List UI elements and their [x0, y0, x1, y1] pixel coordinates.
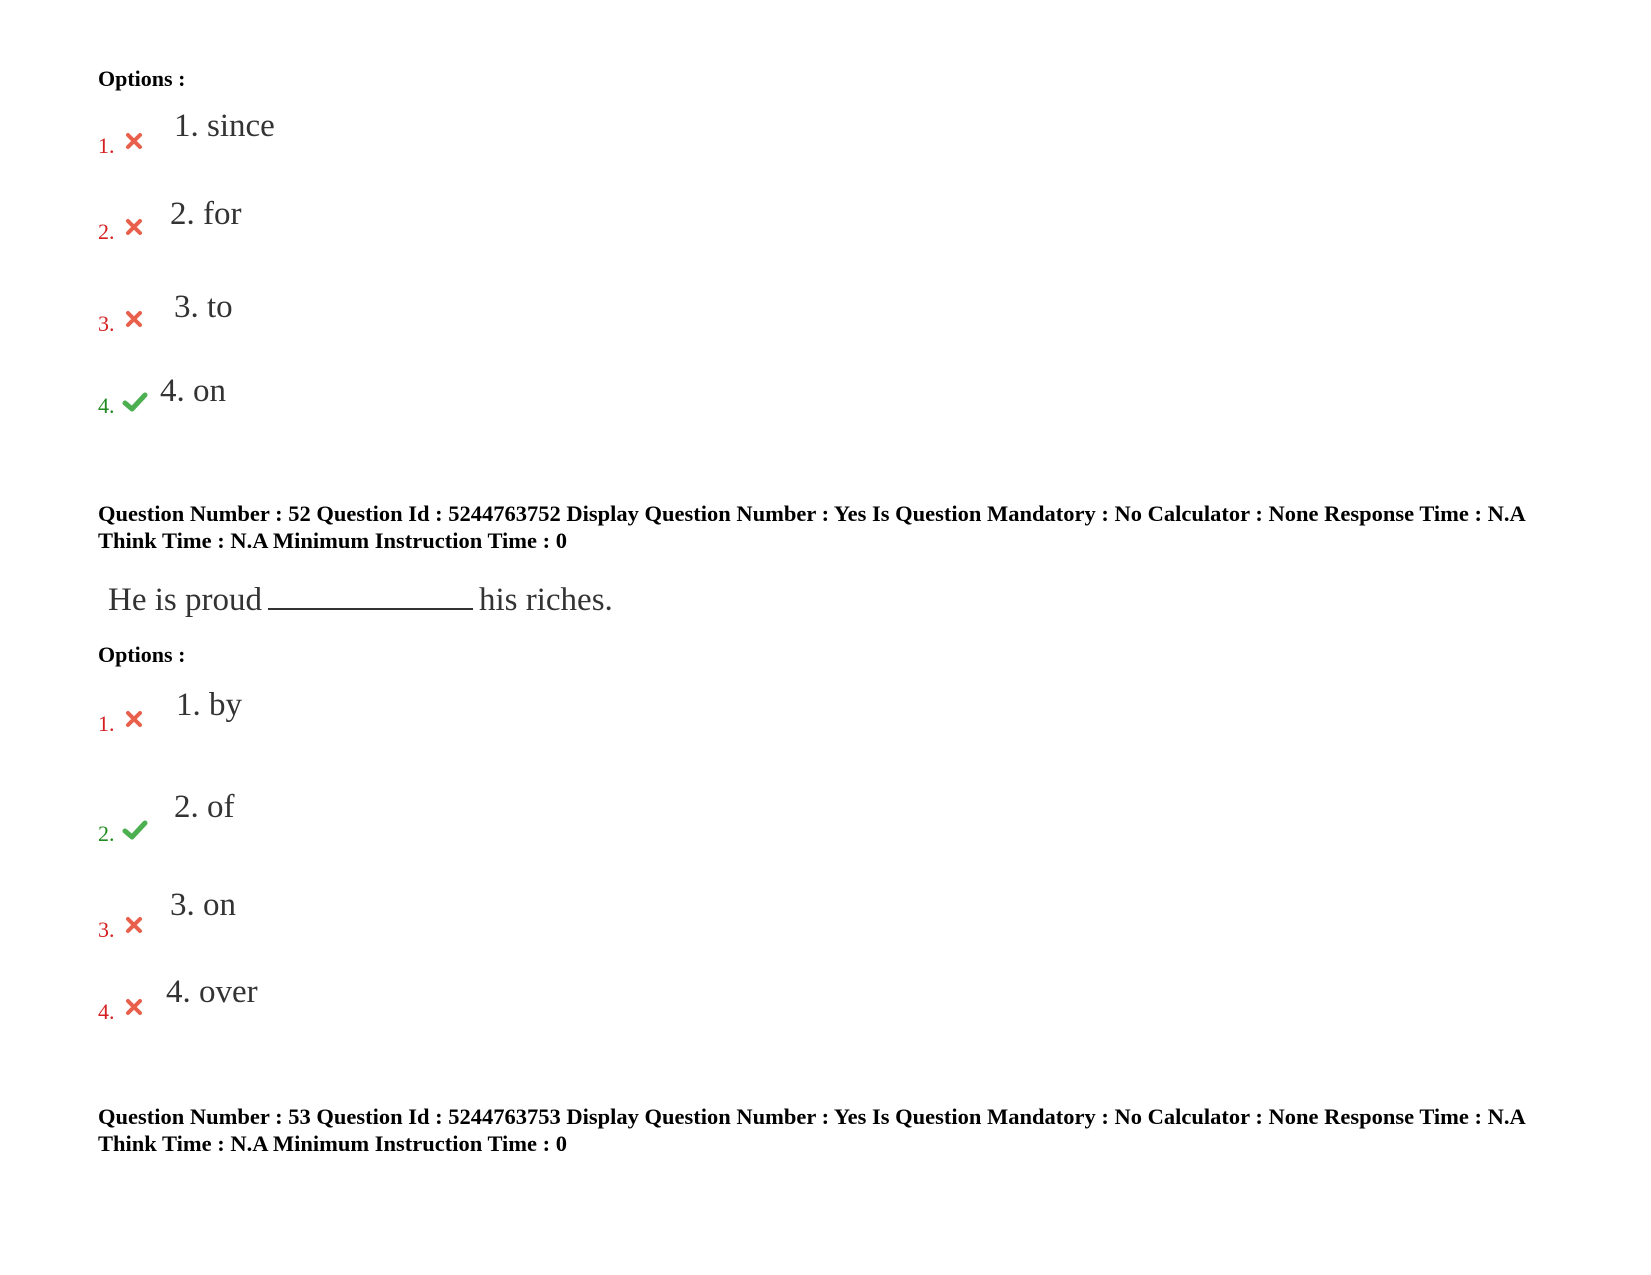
cross-icon [124, 709, 144, 729]
option-number: 4. [98, 393, 115, 418]
cross-icon [124, 217, 144, 237]
cross-icon [124, 131, 144, 151]
cross-icon [124, 915, 144, 935]
option-text: 3. on [170, 887, 236, 923]
check-icon [122, 391, 148, 413]
option-number: 3. [98, 917, 115, 942]
options-label: Options : [98, 66, 186, 91]
question-text-before: He is proud [108, 582, 262, 618]
options-label: Options : [98, 642, 186, 667]
option-number: 3. [98, 311, 115, 336]
cross-icon [124, 997, 144, 1017]
option-text: 1. by [176, 687, 242, 723]
option-number: 1. [98, 133, 115, 158]
option-number: 2. [98, 219, 115, 244]
question-text [108, 580, 613, 619]
option-number: 4. [98, 999, 115, 1024]
cross-icon [124, 309, 144, 329]
option-text: 3. to [174, 289, 233, 325]
answer-blank [268, 580, 473, 610]
option-text: 2. for [170, 196, 242, 232]
question-text-after: his riches. [478, 582, 613, 618]
option-text: 4. over [166, 974, 258, 1010]
option-text: 1. since [174, 108, 275, 144]
check-icon [122, 819, 148, 841]
option-text: 4. on [160, 373, 226, 409]
option-number: 1. [98, 711, 115, 736]
question-meta: Question Number : 53 Question Id : 5244763753 Display Question Number : Yes Is Question Mandatory : No Calculator : None Response Time : N.A Think Time : N.A Minimum Instruction Time : 0 [98, 1104, 1525, 1156]
option-number: 2. [98, 821, 115, 846]
option-text: 2. of [174, 789, 235, 825]
question-meta: Question Number : 52 Question Id : 5244763752 Display Question Number : Yes Is Question Mandatory : No Calculator : None Response Time : N.A Think Time : N.A Minimum Instruction Time : 0 [98, 501, 1525, 553]
